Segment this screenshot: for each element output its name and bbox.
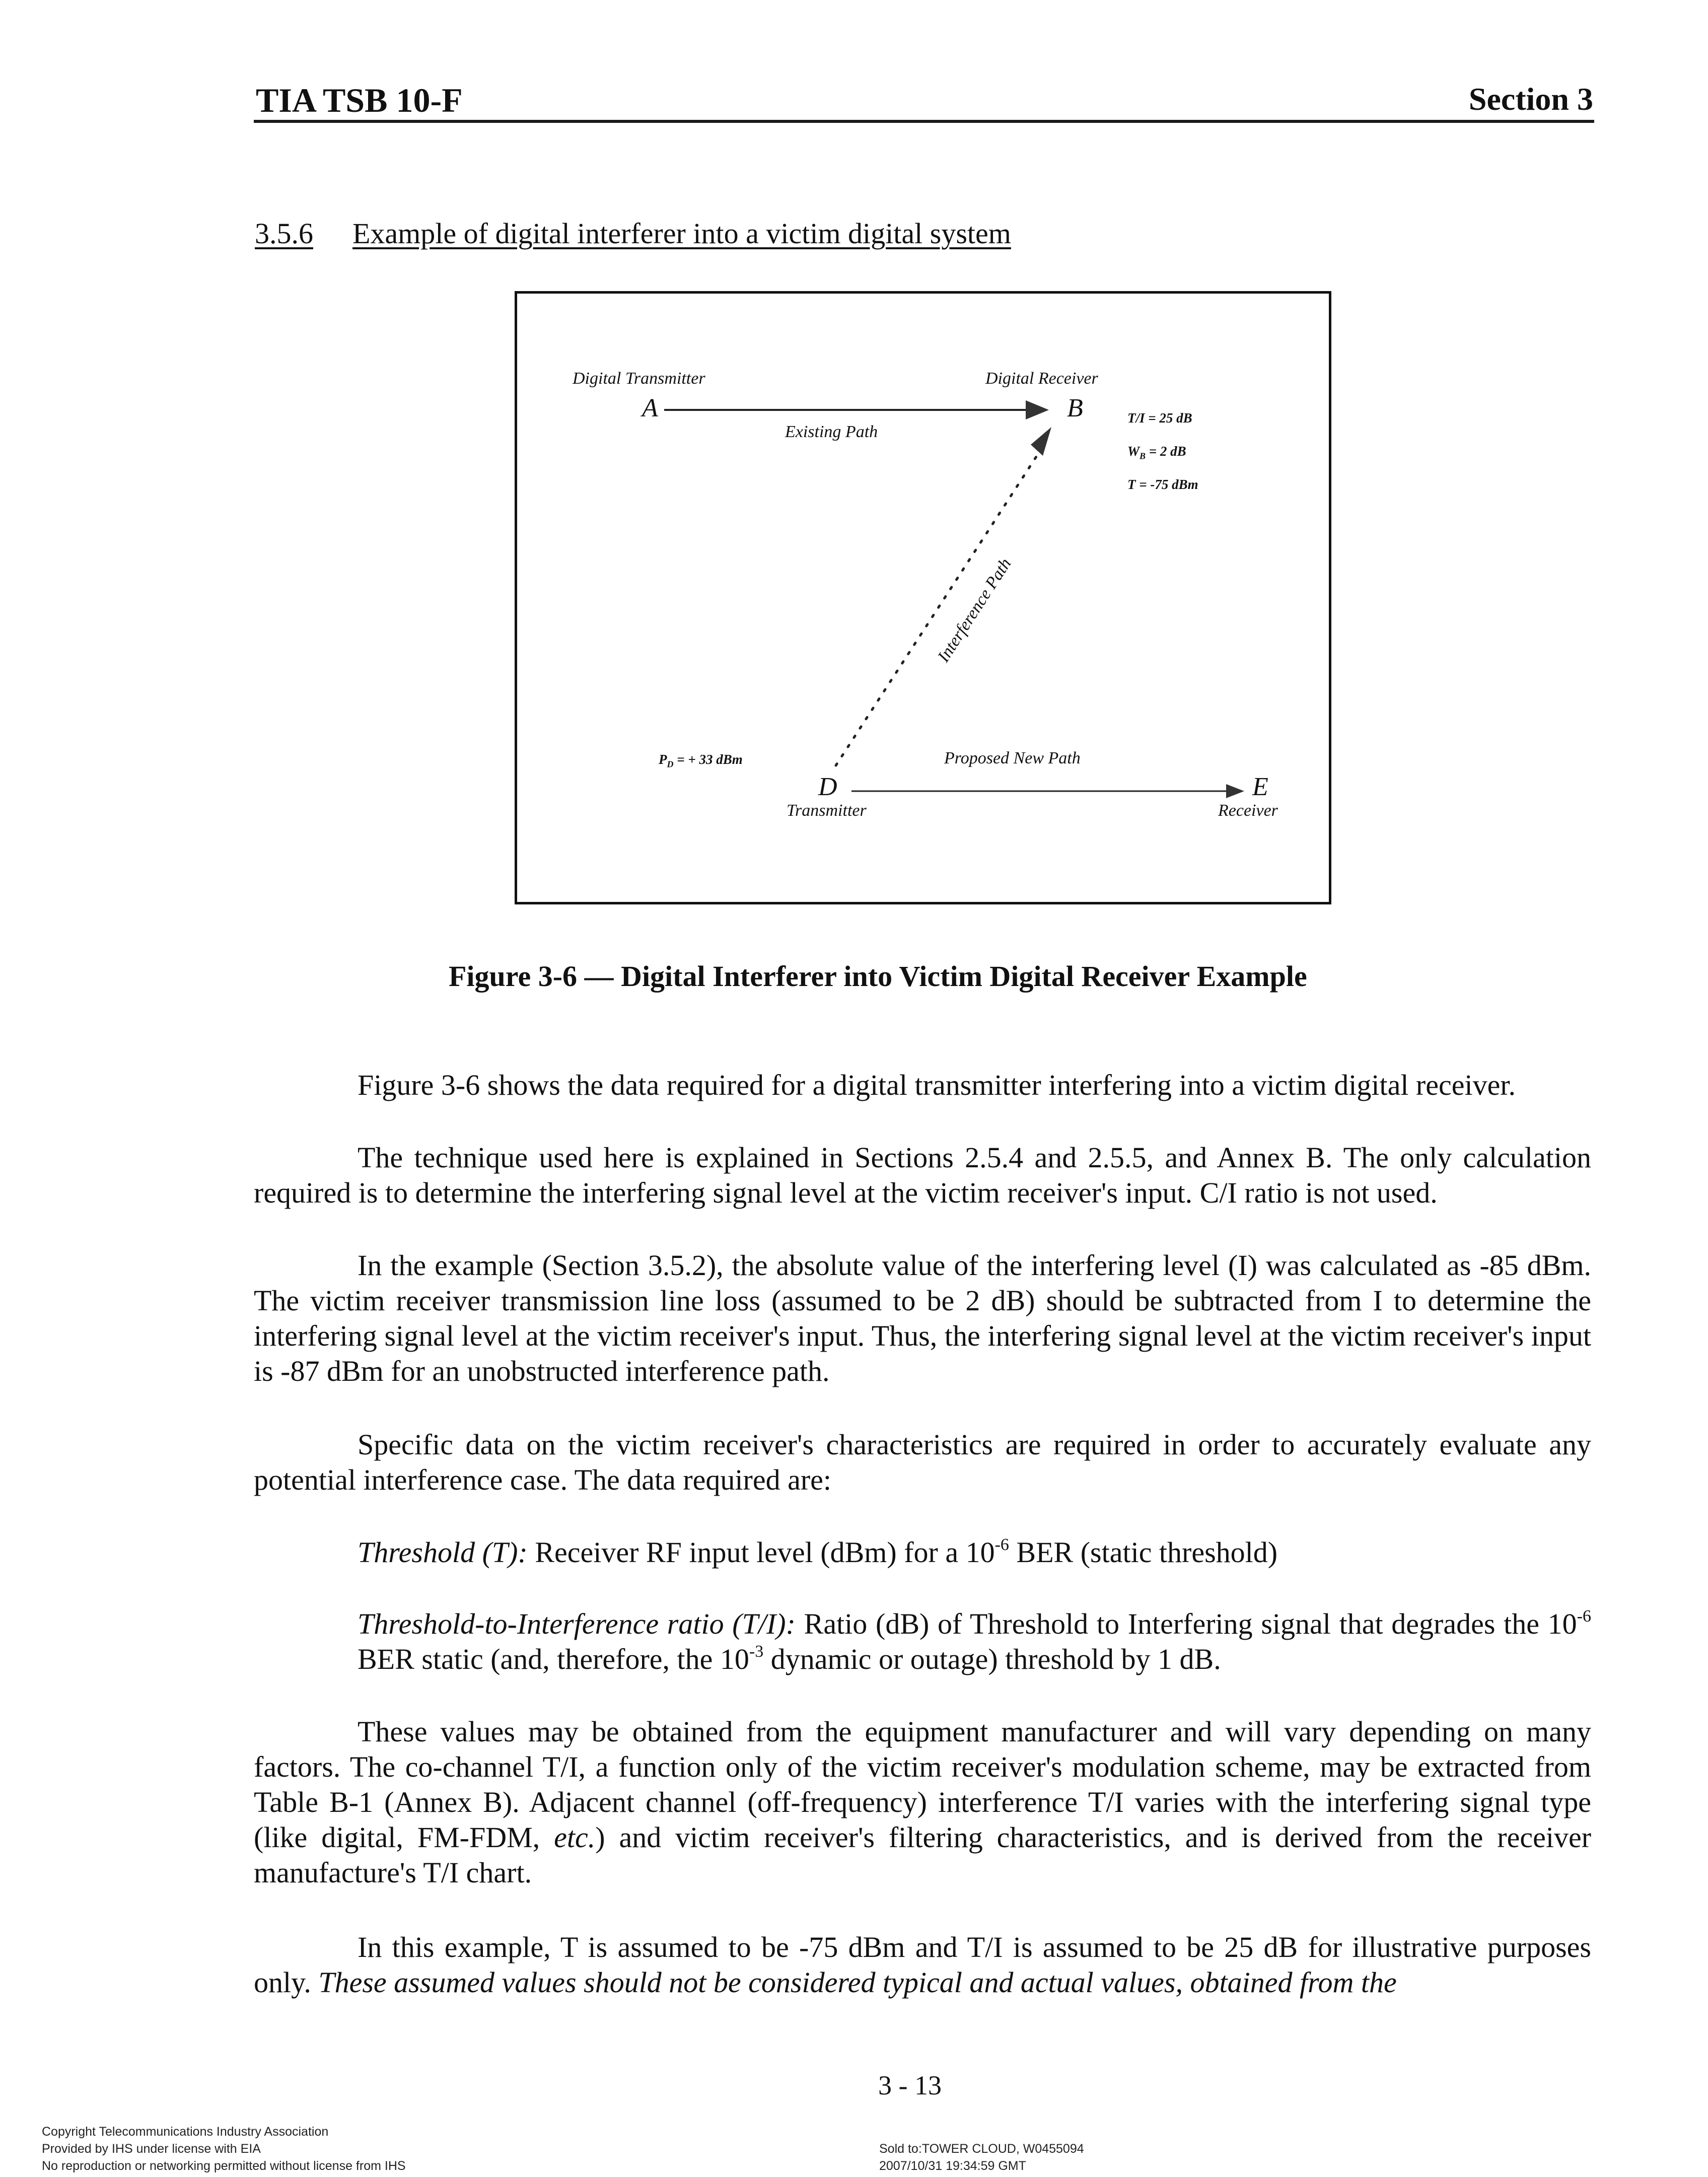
section-title: Example of digital interferer into a victim digital system bbox=[352, 217, 1011, 250]
node-d: D bbox=[818, 773, 837, 801]
node-e: E bbox=[1252, 773, 1268, 801]
node-a: A bbox=[642, 394, 658, 423]
sale-stamp bbox=[879, 2140, 1084, 2174]
header-rule bbox=[254, 120, 1594, 123]
copyright-notice: Copyright Telecommunications Industry Association Provided by IHS under license with EIA No reproduction or networking permitted without license from IHS bbox=[42, 2125, 406, 2173]
header-section: Section 3 bbox=[1468, 81, 1593, 117]
arrowhead-b-icon bbox=[1026, 400, 1049, 419]
label-existing-path: Existing Path bbox=[785, 423, 878, 441]
label-transmitter: Transmitter bbox=[787, 801, 867, 820]
definition-ti-ratio: Threshold-to-Interference ratio (T/I): Ratio (dB) of Threshold to Interfering signal that degrades the $10^{-6}$ BER static (and, therefore, the $10^{-3}$ dynamic or outage) threshold by 1 dB. bbox=[358, 1607, 1591, 1675]
timestamp: 2007/10/31 19:34:59 GMT bbox=[879, 2159, 1026, 2173]
param-wb: $W_B = 2$ dB bbox=[1127, 444, 1186, 461]
paragraph-2: The technique used here is explained in Sections 2.5.4 and 2.5.5, and Annex B. The only calculation required is to determine the interfering signal level at the victim receiver's input. C/I ratio is not used. bbox=[254, 1141, 1591, 1209]
definition-term: Threshold-to-Interference ratio (T/I): bbox=[358, 1607, 796, 1640]
label-interference-path: Interference Path bbox=[934, 555, 1015, 666]
figure-diagram bbox=[515, 291, 1331, 904]
figure-caption: Figure 3-6 — Digital Interferer into Victim Digital Receiver Example bbox=[449, 960, 1307, 993]
param-ti: T/I = 25 dB bbox=[1127, 410, 1192, 426]
paragraph-6: In this example, T is assumed to be -75 dBm and T/I is assumed to be 25 dB for illustrative purposes only. These assumed values should not be considered typical and actual values, obtained from the bbox=[254, 1931, 1591, 1999]
definition-term: Threshold (T): bbox=[358, 1536, 528, 1569]
sold-to: Sold to:TOWER CLOUD, W0455094 bbox=[879, 2142, 1084, 2156]
param-threshold: T = -75 dBm bbox=[1127, 477, 1198, 492]
header-doc-id: TIA TSB 10-F bbox=[256, 81, 463, 119]
label-proposed-new-path: Proposed New Path bbox=[944, 749, 1081, 767]
definition-threshold: Threshold (T): Receiver RF input level (dBm) for a $10^{-6}$ BER (static threshold) bbox=[358, 1535, 1278, 1569]
param-pd: $P_D$ = + 33 dBm bbox=[659, 752, 743, 769]
paragraph-4: Specific data on the victim receiver's characteristics are required in order to accurately evaluate any potential interference case. The data required are: bbox=[254, 1428, 1591, 1496]
label-digital-receiver: Digital Receiver bbox=[985, 369, 1098, 388]
paragraph-5: These values may be obtained from the equipment manufacturer and will vary depending on many factors. The co-channel T/I, a function only of the victim receiver's modulation scheme, may be extracted from Table B-1 (Annex B). Adjacent channel (off-frequency) interference T/I varies with the interfering signal type (like digital, FM-FDM, etc.) and victim receiver's filtering characteristics, and is derived from the receiver manufacture's T/I chart. bbox=[254, 1715, 1592, 1889]
paragraph-1: Figure 3-6 shows the data required for a digital transmitter interfering into a victim digital receiver. bbox=[358, 1069, 1516, 1101]
arrowhead-interference-icon bbox=[1031, 427, 1051, 456]
page-number: 3 - 13 bbox=[878, 2070, 942, 2100]
arrowhead-e-icon bbox=[1226, 784, 1244, 798]
paragraph-3: In the example (Section 3.5.2), the absolute value of the interfering level (I) was calculated as -85 dBm. The victim receiver transmission line loss (assumed to be 2 dB) should be subtracted from I to determine the interfering signal level at the victim receiver's input. Thus, the interfering signal level at the victim receiver's input is -87 dBm for an unobstructed interference path. bbox=[254, 1249, 1591, 1387]
section-heading bbox=[255, 217, 1011, 250]
label-digital-transmitter: Digital Transmitter bbox=[573, 369, 705, 388]
interference-path-line bbox=[836, 450, 1041, 765]
label-receiver: Receiver bbox=[1218, 801, 1278, 820]
node-b: B bbox=[1067, 394, 1083, 423]
section-number: 3.5.6 bbox=[255, 217, 313, 250]
